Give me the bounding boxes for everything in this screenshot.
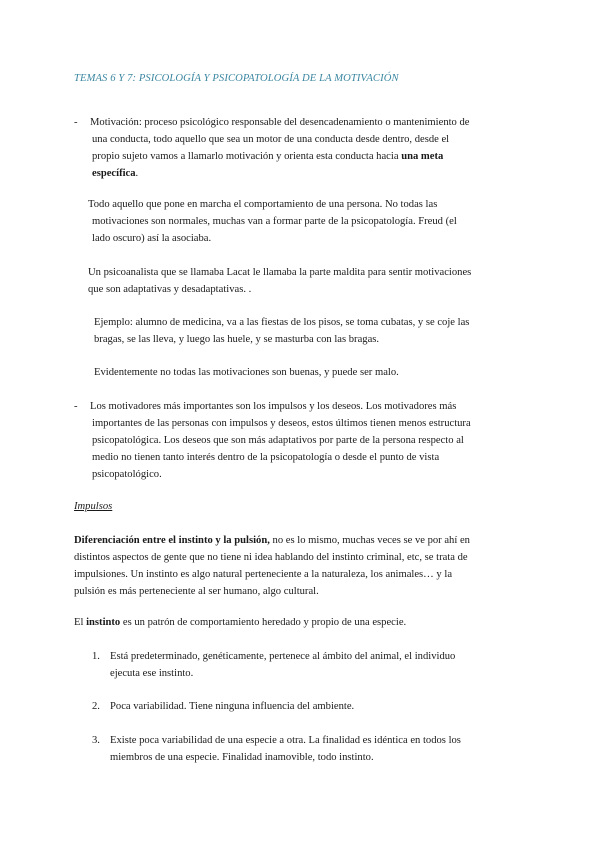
motivators-paragraph — [90, 398, 471, 483]
text-span: . — [135, 168, 139, 179]
text-line: ejecuta ese instinto. — [110, 668, 194, 679]
text-line: bragas, se las lleva, y luego las huele, y se masturba con las bragas. — [94, 334, 380, 345]
list-number: 2. — [92, 701, 100, 712]
text-line: Motivación: proceso psicológico responsable del desencadenamiento o mantenimiento de — [90, 117, 470, 128]
text-line: una conducta, todo aquello que sea un motor de una conducta desde dentro, desde el — [92, 134, 450, 145]
text-line — [74, 532, 470, 549]
paragraph-instinto — [74, 614, 406, 631]
text-line — [92, 148, 470, 165]
text-line: distintos aspectos de gente que no tiene ni idea hablando del instinto criminal, etc, se trata de — [74, 552, 468, 563]
text-line: Ejemplo: alumno de medicina, va a las fiestas de los pisos, se toma cubatas, y se coje las — [94, 317, 470, 328]
bullet-marker: - — [74, 401, 78, 412]
text-line: lado oscuro) así la asociaba. — [92, 233, 212, 244]
list-item-text — [110, 648, 455, 682]
text-span: propio sujeto vamos a llamarlo motivación y orienta esta conducta hacia — [92, 151, 402, 162]
list-number: 3. — [92, 735, 100, 746]
motivation-paragraph — [90, 114, 470, 182]
text-line: motivaciones son normales, muchas van a formar parte de la psicopatología. Freud (el — [92, 216, 457, 227]
paragraph-lacat — [88, 264, 471, 298]
paragraph-example — [94, 314, 469, 348]
text-line: psicopatológico. — [92, 469, 162, 480]
text-line: Los motivadores más importantes son los impulsos y los deseos. Los motivadores más — [90, 401, 457, 412]
page-title: TEMAS 6 Y 7: PSICOLOGÍA Y PSICOPATOLOGÍA DE LA MOTIVACIÓN — [74, 73, 399, 84]
text-line: Evidentemente no todas las motivaciones son buenas, y puede ser malo. — [94, 367, 399, 378]
text-span: es un patrón de comportamiento heredado y propio de una especie. — [120, 617, 407, 628]
text-line: Poca variabilidad. Tiene ninguna influencia del ambiente. — [110, 701, 355, 712]
paragraph-diferenciacion — [74, 532, 470, 600]
list-item-text — [110, 698, 354, 715]
text-span: El — [74, 617, 87, 628]
paragraph-freud — [88, 196, 457, 247]
text-line: importantes de las personas con impulsos y deseos, estos últimos tienen menos estructura — [92, 418, 471, 429]
bold-text: Diferenciación entre el instinto y la pulsión, — [74, 535, 270, 546]
text-line: miembros de una especie. Finalidad inamovible, todo instinto. — [110, 752, 374, 763]
text-line: medio no tienen tanto interés dentro de la psicopatología o desde el punto de vista — [92, 452, 440, 463]
list-number: 1. — [92, 651, 100, 662]
bold-text: instinto — [86, 617, 121, 628]
text-line: Existe poca variabilidad de una especie a otra. La finalidad es idéntica en todos los — [110, 735, 461, 746]
text-line — [74, 614, 406, 631]
text-line: impulsiones. Un instinto es algo natural perteneciente a la naturaleza, los animales… y la — [74, 569, 453, 580]
bold-text: una meta — [401, 151, 444, 162]
text-line: Un psicoanalista que se llamaba Lacat le llamaba la parte maldita para sentir motivaciones — [88, 267, 472, 278]
text-line — [92, 165, 470, 182]
bullet-marker: - — [74, 117, 78, 128]
text-line: psicopatológica. Los deseos que son más adaptativos por parte de la persona respecto al — [92, 435, 464, 446]
bold-text: específica — [92, 168, 136, 179]
section-heading-impulsos: Impulsos — [74, 501, 113, 512]
text-line: que son adaptativas y desadaptativas. . — [88, 284, 252, 295]
text-span: no es lo mismo, muchas veces se ve por ahí en — [269, 535, 470, 546]
paragraph-evident — [94, 364, 399, 381]
list-item-text — [110, 732, 461, 766]
text-line: Está predeterminado, genéticamente, pertenece al ámbito del animal, el individuo — [110, 651, 456, 662]
text-line: pulsión es más perteneciente al ser humano, algo cultural. — [74, 586, 319, 597]
text-line: Todo aquello que pone en marcha el comportamiento de una persona. No todas las — [88, 199, 438, 210]
